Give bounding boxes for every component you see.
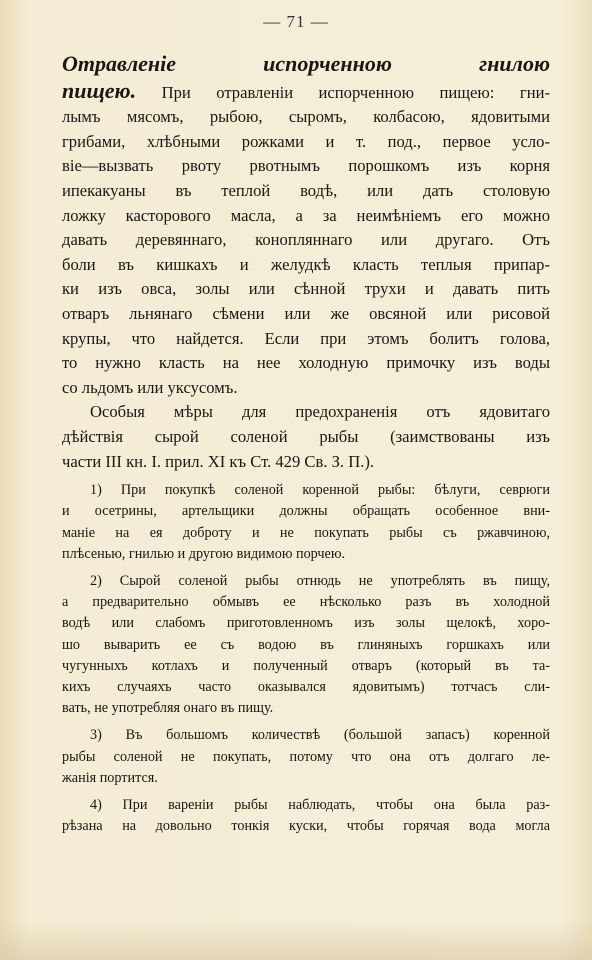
text-line: кихъ случаяхъ часто оказывался ядовитымъ) тотчасъ сли- <box>62 678 550 695</box>
main-paragraph <box>62 52 550 400</box>
text-line: ки изъ овса, золы или сѣнной трухи и давать пить <box>62 279 550 299</box>
text-line: рѣзана на довольно тонкія куски, чтобы горячая вода могла <box>62 818 550 835</box>
text-line: и осетрины, артельщики должны обращать особенное вни- <box>62 503 550 520</box>
text-line: давать деревяннаго, конопляннаго или другаго. Отъ <box>62 230 550 250</box>
text-line: ложку касторового масла, а за неимѣніемъ его можно <box>62 205 550 225</box>
text-line: то нужно класть на нее холодную примочку изъ воды <box>62 353 550 373</box>
text-line: 3) Въ большомъ количествѣ (большой запасъ) коренной <box>90 727 550 744</box>
text-line: грибами, хлѣбными рожками и т. под., первое усло- <box>62 131 550 151</box>
text-line: Особыя мѣры для предохраненія отъ ядовитаго <box>90 402 550 422</box>
section-heading: Отравленіе испорченною гнилою <box>62 52 550 76</box>
text-line: боли въ кишкахъ и желудкѣ класть теплыя припар- <box>62 254 550 274</box>
text-line: водѣ или слабомъ приготовленномъ изъ золы щелокѣ, хоро- <box>62 615 550 632</box>
precaution-item-1 <box>62 480 550 565</box>
text-line: ипекакуаны въ теплой водѣ, или дать столовую <box>62 180 550 200</box>
heading-line-1 <box>62 52 550 79</box>
text-line: дѣйствія сырой соленой рыбы (заимствованы изъ <box>62 426 550 446</box>
text-line: При отравленіи испорченною пищею: гни- <box>161 82 550 102</box>
heading-line-2 <box>62 79 550 106</box>
text-line: рыбы соленой не покупать, потому что она отъ долгаго ле- <box>62 748 550 765</box>
text-line: крупы, что найдется. Если при этомъ болитъ голова, <box>62 328 550 348</box>
text-line: 4) При вареніи рыбы наблюдать, чтобы она была раз- <box>90 796 550 813</box>
text-line: маніе на ея доброту и не покупать рыбы съ ржавчиною, <box>62 524 550 541</box>
text-block <box>62 52 550 837</box>
precaution-item-2 <box>62 571 550 719</box>
text-line: 1) При покупкѣ соленой коренной рыбы: бѣлуги, севрюги <box>90 482 550 499</box>
text-line: плѣсенью, гнилью и другою видимою порчею. <box>62 545 345 562</box>
text-line: чугунныхъ котлахъ и полученный отваръ (который въ та- <box>62 657 550 674</box>
precautions-intro <box>62 400 550 474</box>
text-line: віе—вызвать рвоту рвотнымъ порошкомъ изъ корня <box>62 156 550 176</box>
page-edge-stain <box>0 920 592 960</box>
precaution-item-4 <box>62 795 550 837</box>
text-line: а предварительно обмывъ ее нѣсколько разъ въ холодной <box>62 594 550 611</box>
text-line: шо выварить ее съ водою въ глиняныхъ горшкахъ или <box>62 636 550 653</box>
text-line: части III кн. I. прил. XI къ Ст. 429 Св. З. П.). <box>62 451 375 471</box>
text-line: отваръ льнянаго сѣмени или же овсяной или рисовой <box>62 303 550 323</box>
text-line: со льдомъ или уксусомъ. <box>62 377 238 397</box>
text-line: вать, не употребляя онаго въ пищу. <box>62 700 274 717</box>
page-number: — 71 — <box>263 12 329 31</box>
precaution-item-3 <box>62 725 550 789</box>
text-line: жанія портится. <box>62 769 158 786</box>
text-line: лымъ мясомъ, рыбою, сыромъ, колбасою, ядовитыми <box>62 107 550 127</box>
section-heading-cont: пищею. <box>62 78 137 103</box>
text-line: 2) Сырой соленой рыбы отнюдь не употреблять въ пищу, <box>90 572 550 589</box>
